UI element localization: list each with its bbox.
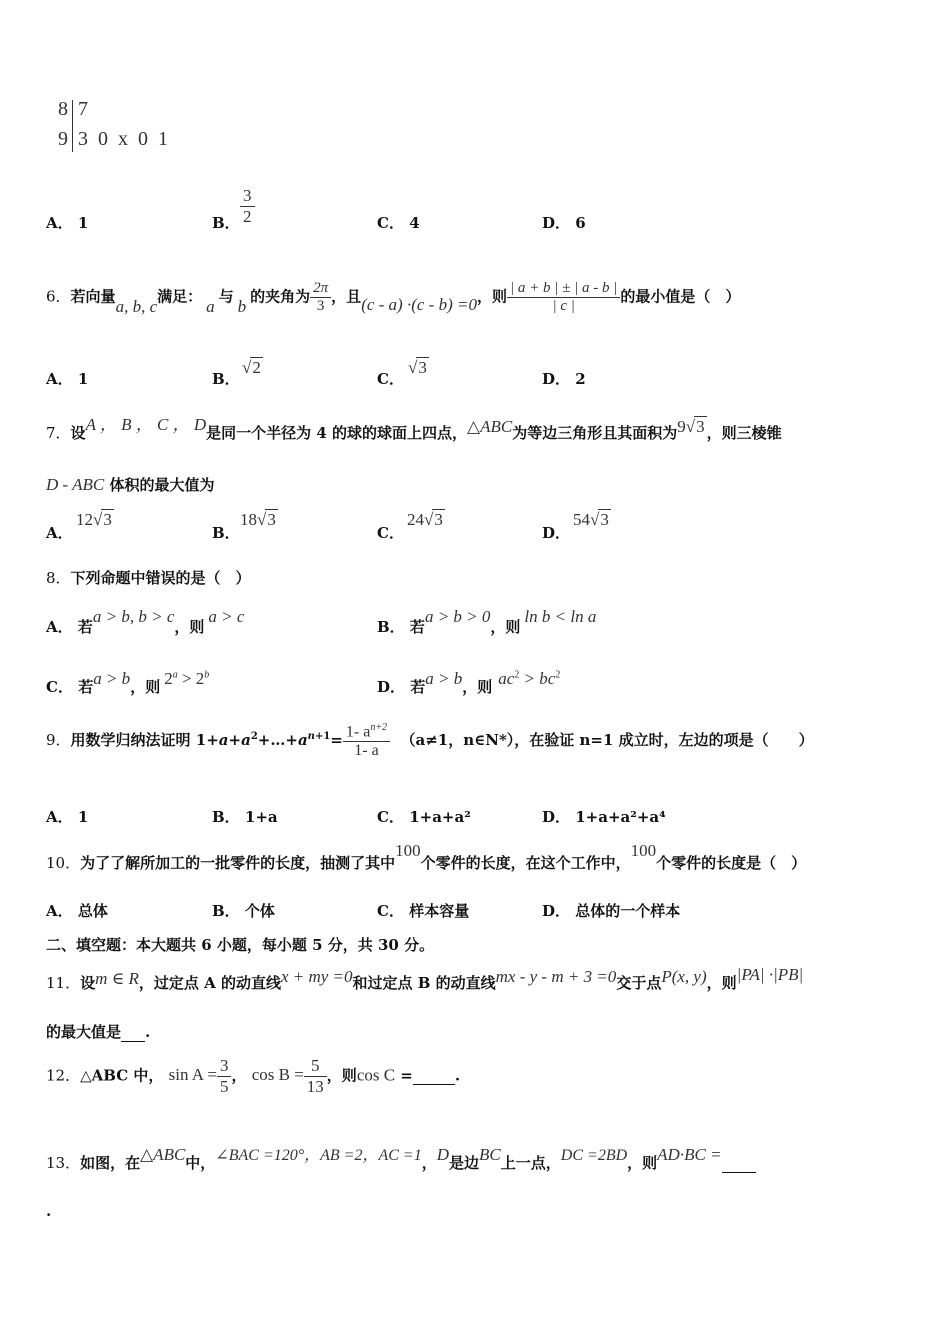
- q7-option-b: B．: [212, 524, 240, 542]
- q7-option-c-value: 24√3: [407, 510, 443, 529]
- q6-option-c-value: √3: [408, 358, 427, 377]
- q5-option-c: C． 4: [377, 214, 420, 232]
- question-9: 9．用数学归纳法证明 $1+a+a^2+\dots+a^{n+1}=$ $\frac{1- a^{n+2}}{1- a}$ （a≠1，n∈N*），在验证 n=1 成立时，左边的项是（ ）: [46, 722, 814, 760]
- stem-9: 9: [58, 128, 68, 150]
- q6-option-b: B．: [212, 370, 240, 388]
- q6-option-b-value: √2: [242, 358, 261, 377]
- q9-option-c: C． 1+a+a²: [377, 808, 471, 826]
- q5-option-b: B．: [212, 214, 240, 232]
- q8-option-a: A． 若a > b, b > c，则a > c: [46, 607, 245, 636]
- section-2-heading: 二、填空题：本大题共 6 小题，每小题 5 分，共 30 分。: [46, 936, 435, 954]
- question-11: 11．设m ∈ R，过定点 A 的动直线x + my =0和过定点 B 的动直线mx - y - m + 3 =0交于点P(x, y)，则|PA| ·|PB|: [46, 965, 804, 992]
- stem-8: 8: [58, 98, 68, 120]
- q10-option-a: A． 总体: [46, 902, 108, 920]
- q6-option-d: D． 2: [542, 370, 586, 388]
- q7-option-c: C．: [377, 524, 404, 542]
- q5-option-d: D． 6: [542, 214, 586, 232]
- q7-option-b-value: 18√3: [240, 510, 276, 529]
- leaves-row-2: 3 0 x 0 1: [78, 128, 168, 150]
- q7-option-d-value: 54√3: [573, 510, 609, 529]
- q9-option-b: B． 1+a: [212, 808, 278, 826]
- q8-option-d: D． 若a > b，则 $ac^2 > bc^2$: [377, 669, 561, 696]
- q12-answer-blank: [413, 1066, 455, 1085]
- leaves-row-1: 7: [78, 98, 88, 120]
- q10-option-d: D． 总体的一个样本: [542, 902, 681, 920]
- question-11-line-2: 的最大值是 .: [46, 1023, 151, 1041]
- q10-option-b: B． 个体: [212, 902, 275, 920]
- question-10: 10．为了了解所加工的一批零件的长度，抽测了其中100个零件的长度，在这个工作中，100个零件的长度是（ ）: [46, 841, 807, 872]
- q9-option-a: A． 1: [46, 808, 89, 826]
- stem-leaf-plot: [58, 98, 188, 158]
- q9-option-d: D． 1+a+a²+a⁴: [542, 808, 666, 826]
- question-12: 12．△ABC 中， sin A = $\frac{3}{5}$ ， cos B = $\frac{5}{13}$ ，则cos C = .: [46, 1056, 461, 1096]
- question-7: 7．设A ， B ， C ， D是同一个半径为 4 的球的球面上四点，△ABC为等边三角形且其面积为9√3 ，则三棱锥: [46, 415, 782, 442]
- stem-divider: [72, 100, 73, 152]
- q7-option-a-value: 12√3: [76, 510, 112, 529]
- question-7-line-2: D - ABC 体积的最大值为: [46, 475, 215, 494]
- q6-option-c: C．: [377, 370, 404, 388]
- question-6: 6．若向量a, b, c满足： a 与 b 的夹角为 $\frac{2\pi}{3}$ ，且(c - a) ·(c - b) =0，则 $\frac{| a + b | \pm | a - b |}{| c |}$ 的最小值是（ ）: [46, 280, 741, 316]
- question-13: 13．如图，在△ABC中，∠BAC =120°，AB =2，AC =1，D是边BC上一点，DC =2BD，则AD·BC =: [46, 1150, 756, 1173]
- q5-option-a: A． 1: [46, 214, 89, 232]
- q11-answer-blank: [121, 1023, 145, 1042]
- q5-option-b-fraction: $\frac{3}{2}$: [240, 186, 255, 227]
- q8-option-b: B． 若a > b > 0，则ln b < ln a: [377, 607, 597, 636]
- question-8: 8．下列命题中错误的是（ ）: [46, 569, 251, 587]
- q6-option-a: A． 1: [46, 370, 89, 388]
- q8-option-c: C． 若a > b，则 $2^a > 2^b$: [46, 669, 210, 696]
- q13-answer-blank: [722, 1154, 756, 1173]
- question-13-period: .: [46, 1202, 52, 1220]
- q7-option-a: A．: [46, 524, 73, 542]
- q7-option-d: D．: [542, 524, 571, 542]
- q10-option-c: C． 样本容量: [377, 902, 470, 920]
